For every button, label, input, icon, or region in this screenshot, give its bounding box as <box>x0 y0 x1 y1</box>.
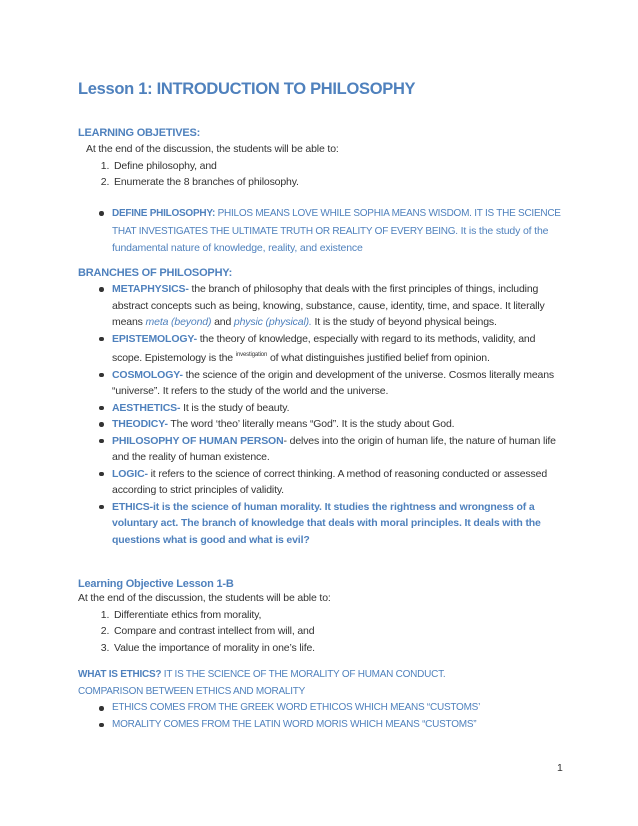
define-caps-text: PHILOS MEANS LOVE WHILE SOPHIA MEANS WISDOM. IT IS THE SCIENCE THAT INVESTIGATES THE ULTIMATE TRUTH OR REALITY OF EVERY BEING. <box>112 208 561 237</box>
objective-item: 3. Value the importance of morality in one’s life. <box>112 640 568 657</box>
branch-logic <box>112 466 568 499</box>
branch-text: - delves into the origin of human life, the nature of human life and the reality of human existence. <box>112 434 556 463</box>
branch-text: It is the study of beyond physical beings. <box>311 316 497 328</box>
branch-term: THEODICY- <box>112 418 168 430</box>
branch-term: ETHICS- <box>112 500 153 513</box>
branch-text: It is the study of beauty. <box>180 401 290 414</box>
branches-heading: BRANCHES OF PHILOSOPHY: <box>78 267 233 279</box>
branch-human-person <box>112 433 568 466</box>
lesson-title: Lesson 1: INTRODUCTION TO PHILOSOPHY <box>78 80 416 98</box>
define-philosophy-section <box>78 205 568 257</box>
branch-term: AESTHETICS- <box>112 401 181 414</box>
branch-term: METAPHYSICS- <box>112 283 189 295</box>
objective-item: 2. Enumerate the 8 branches of philosophy. <box>112 174 568 191</box>
comparison-item: MORALITY COMES FROM THE LATIN WORD MORIS WHICH MEANS “CUSTOMS” <box>112 717 568 734</box>
comparison-list <box>78 700 568 733</box>
branch-cosmology <box>112 367 568 400</box>
define-rest-text: It is the study of the fundamental nature of knowledge, reality, and existence <box>112 224 549 254</box>
branch-text: it refers to the science of correct thinking. A method of reasoning conducted or assessed according to strict principles of validity. <box>112 467 548 496</box>
branch-text: of what distinguishes justified belief from opinion. <box>267 352 490 364</box>
page-number: 1 <box>557 762 563 774</box>
objectives-heading: LEARNING OBJETIVES: <box>78 127 201 139</box>
branch-term: LOGIC- <box>112 467 148 480</box>
branch-text: the science of the origin and development of the universe. Cosmos literally means “universe”. It refers to the study of the world and the universe. <box>112 368 554 397</box>
objective-item: 1. Differentiate ethics from morality, <box>112 607 568 624</box>
branch-emphasis: meta (beyond) <box>145 316 212 328</box>
branch-text: the theory of knowledge, especially with regard to its methods, validity, and scope. Epistemology is the <box>112 332 536 364</box>
branch-metaphysics <box>112 281 568 331</box>
learning-objectives-section <box>78 127 568 191</box>
objective-b-section <box>78 578 568 656</box>
branch-aesthetics <box>112 400 568 417</box>
define-term: DEFINE PHILOSOPHY: <box>112 208 216 219</box>
objective-item: 2. Compare and contrast intellect from will, and <box>112 623 568 640</box>
branch-text: The word ‘theo’ literally means “God”. It is the study about God. <box>167 418 455 430</box>
comparison-heading: COMPARISON BETWEEN ETHICS AND MORALITY <box>78 685 306 697</box>
branch-ethics <box>112 499 568 549</box>
define-philosophy-item <box>112 205 568 257</box>
ethics-term: WHAT IS ETHICS? <box>78 669 162 680</box>
branch-term: EPISTEMOLOGY- <box>112 332 197 345</box>
branch-text: the branch of philosophy that deals with the first principles of things, including abstract concepts such as being, knowing, substance, cause, identity, time, and space. It literally means <box>112 283 545 328</box>
branches-list <box>78 281 568 548</box>
branches-section <box>78 267 568 548</box>
objective-item: 1. Define philosophy, and <box>112 158 568 175</box>
comparison-item: ETHICS COMES FROM THE GREEK WORD ETHICOS WHICH MEANS “CUSTOMS’ <box>112 700 568 717</box>
objective-b-intro: At the end of the discussion, the students will be able to: <box>78 592 331 604</box>
branch-term: COSMOLOGY- <box>112 368 183 381</box>
ethics-definition-section <box>78 667 568 733</box>
superscript-text: investigation <box>235 352 268 358</box>
objective-b-heading: Learning Objective Lesson 1-B <box>78 578 234 590</box>
objectives-list <box>78 158 568 191</box>
objectives-intro: At the end of the discussion, the students will be able to: <box>86 143 339 155</box>
branch-text: it is the science of human morality. It studies the rightness and wrongness of a voluntary act. The branch of knowledge that deals with moral principles. It deals with the questions what is good and what is evil? <box>112 500 541 546</box>
branch-theodicy <box>112 416 568 433</box>
branch-text: and <box>211 316 234 328</box>
ethics-definition <box>78 667 568 684</box>
objective-b-list <box>78 607 568 657</box>
branch-emphasis: physic (physical). <box>233 316 312 328</box>
branch-term: PHILOSOPHY OF HUMAN PERSON <box>112 434 284 447</box>
branch-epistemology <box>112 331 568 367</box>
ethics-text: IT IS THE SCIENCE OF THE MORALITY OF HUMAN CONDUCT. <box>161 669 446 680</box>
